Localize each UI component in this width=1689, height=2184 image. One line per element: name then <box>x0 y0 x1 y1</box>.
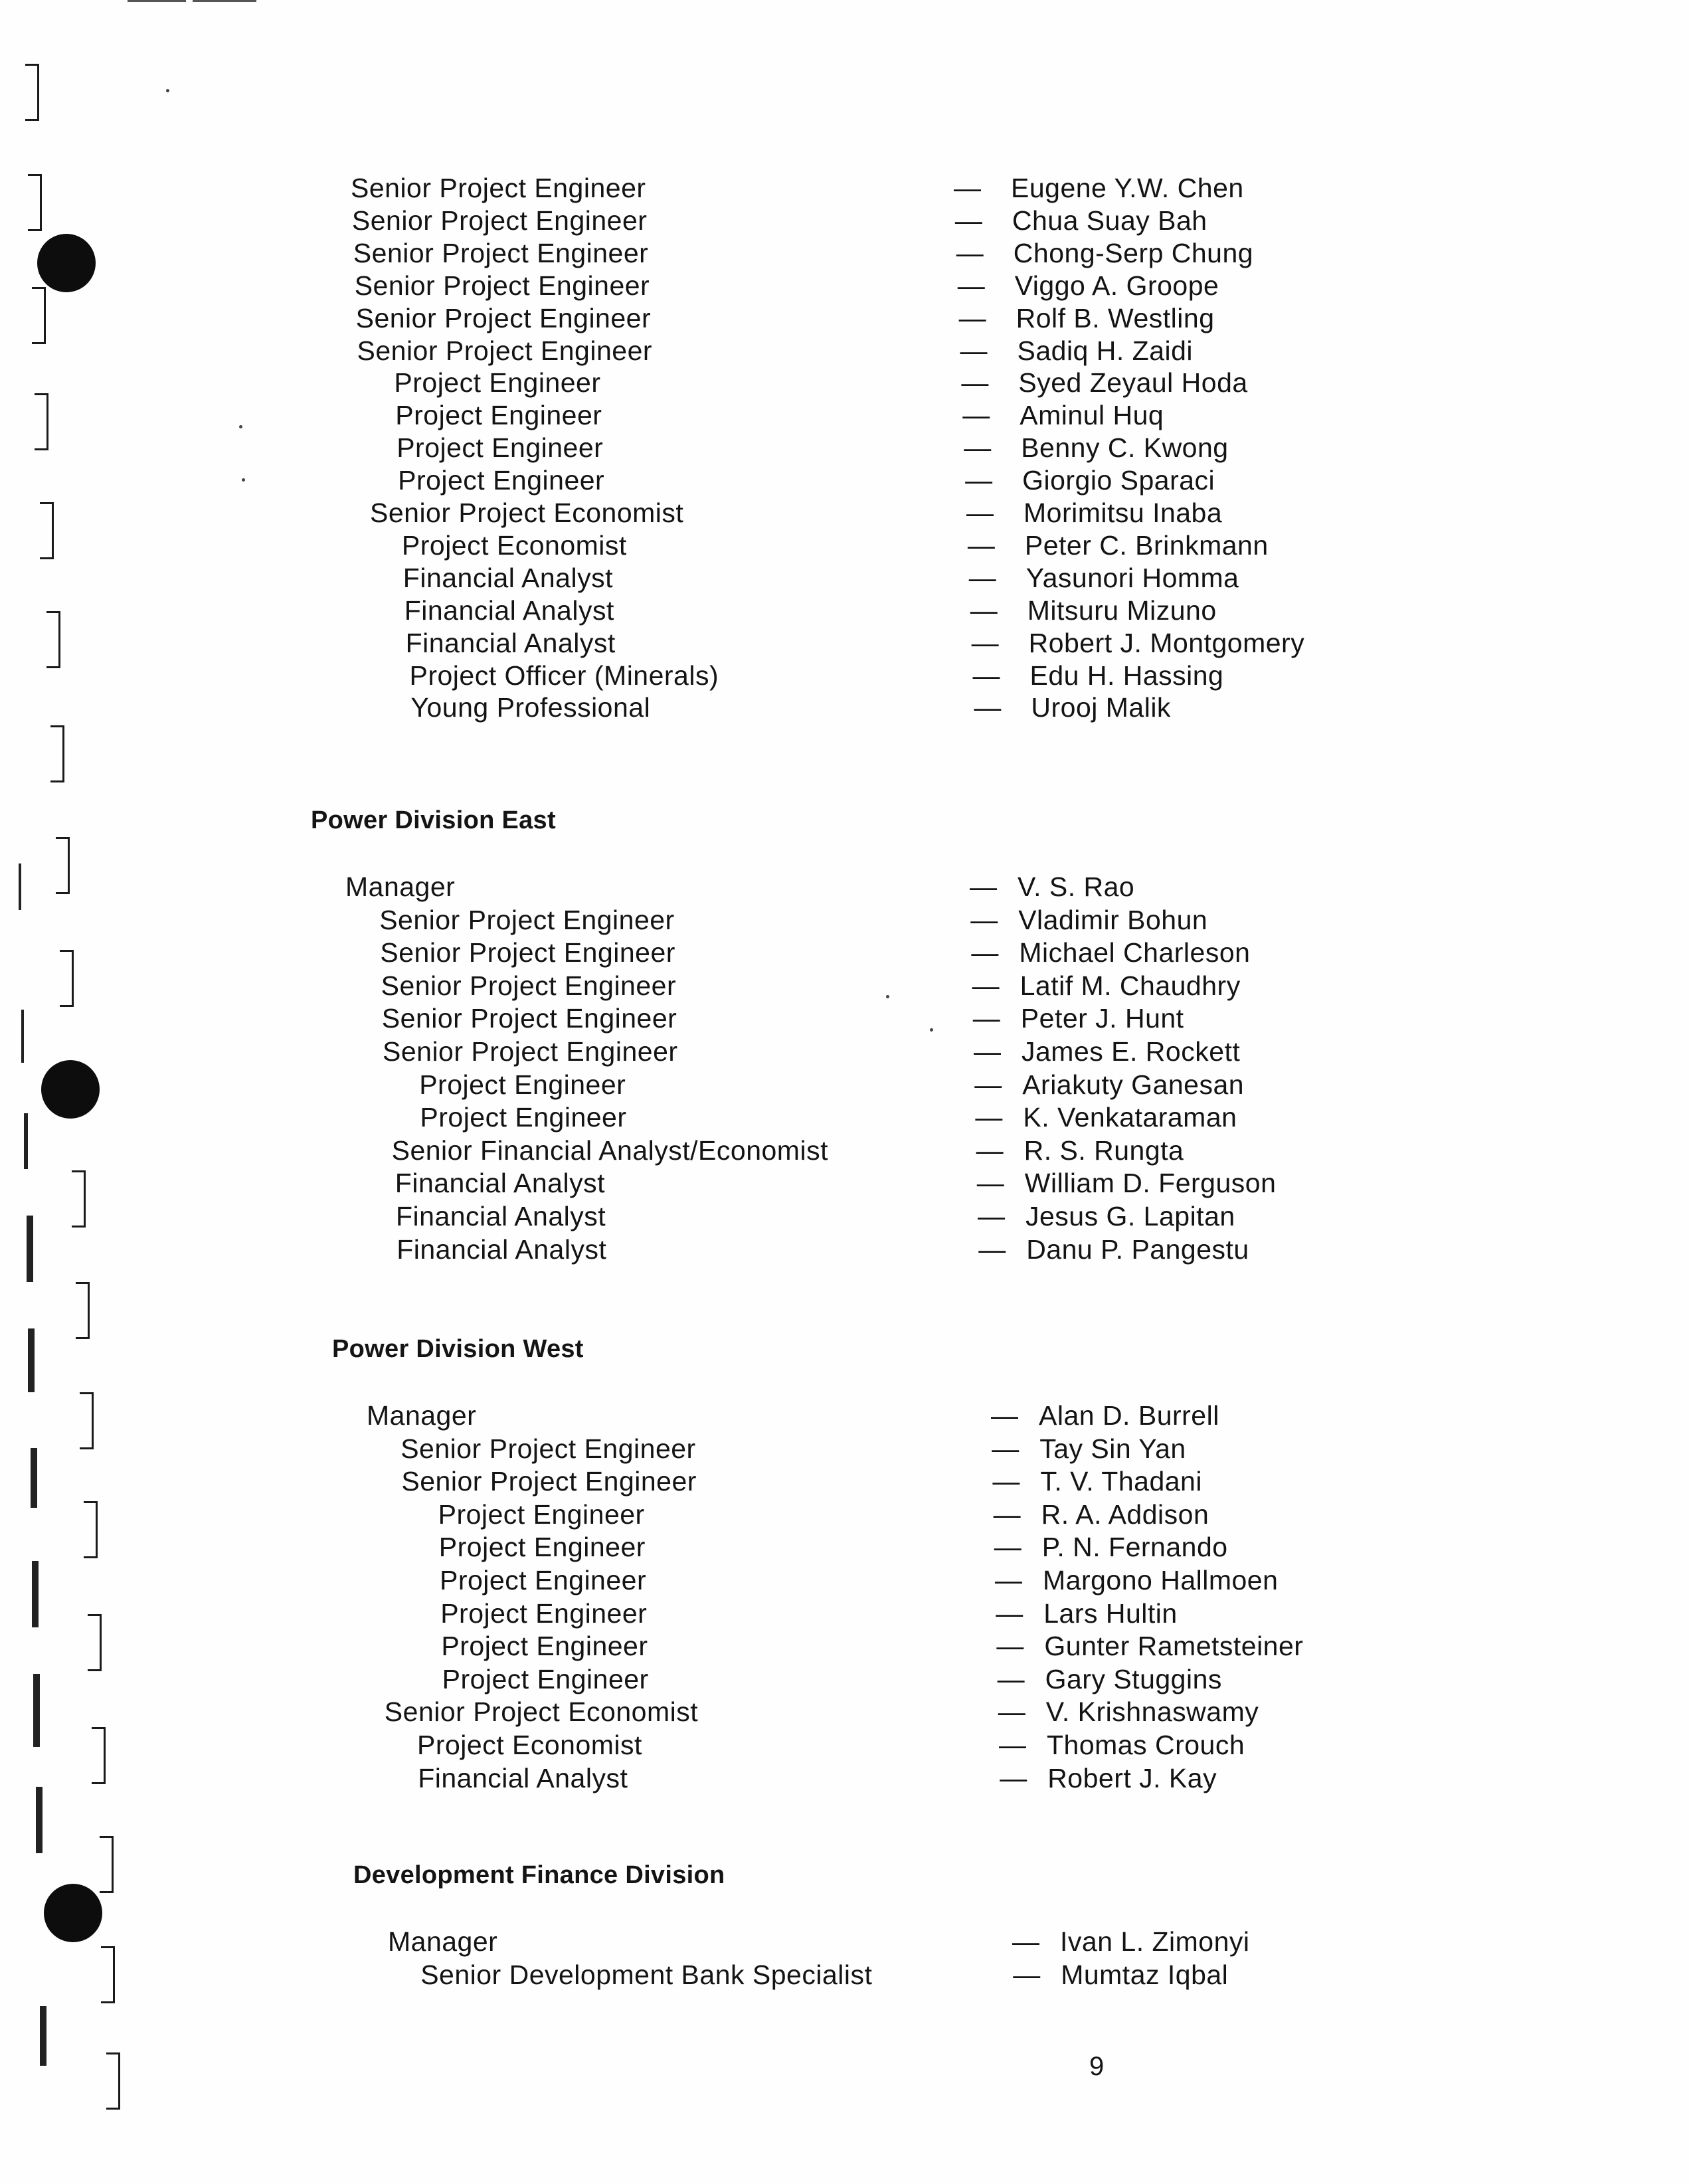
staff-name: Mumtaz Iqbal <box>1061 1959 1229 1990</box>
dash-separator: — <box>1013 1959 1041 1990</box>
staff-name: Robert J. Montgomery <box>1028 627 1305 658</box>
dash-separator: — <box>970 904 998 935</box>
dash-separator: — <box>992 1433 1020 1464</box>
staff-name: Mitsuru Mizuno <box>1027 594 1217 626</box>
staff-role: Project Engineer <box>442 1663 649 1694</box>
staff-role: Senior Project Engineer <box>351 205 648 236</box>
staff-name: V. S. Rao <box>1018 871 1135 902</box>
staff-name: Michael Charleson <box>1019 937 1251 968</box>
staff-name: Sadiq H. Zaidi <box>1017 335 1194 366</box>
staff-role: Senior Project Engineer <box>353 237 649 268</box>
dash-separator: — <box>970 871 998 902</box>
staff-role: Financial Analyst <box>402 562 613 593</box>
dash-separator: — <box>972 660 1000 691</box>
staff-name: Danu P. Pangestu <box>1026 1233 1249 1265</box>
staff-name: Margono Hallmoen <box>1043 1565 1279 1595</box>
staff-name: Jesus G. Lapitan <box>1025 1201 1235 1231</box>
staff-role: Financial Analyst <box>405 627 616 658</box>
staff-name: Benny C. Kwong <box>1021 432 1229 464</box>
dash-separator: — <box>1000 1762 1027 1793</box>
division-heading: Development Finance Division <box>353 1861 725 1889</box>
staff-name: Ivan L. Zimonyi <box>1060 1926 1250 1957</box>
staff-role: Manager <box>367 1400 477 1431</box>
division-heading: Power Division West <box>332 1335 584 1363</box>
staff-name: Giorgio Sparaci <box>1022 465 1215 496</box>
dash-separator: — <box>976 1135 1004 1166</box>
staff-name: Gunter Rametsteiner <box>1044 1631 1304 1662</box>
dash-separator: — <box>954 205 983 236</box>
dash-separator: — <box>968 562 997 593</box>
staff-role: Manager <box>345 871 456 902</box>
staff-role: Project Engineer <box>395 400 602 431</box>
dash-separator: — <box>970 594 998 626</box>
staff-name: Viggo A. Groope <box>1014 270 1219 301</box>
dash-separator: — <box>964 432 992 464</box>
staff-role: Senior Project Engineer <box>357 335 653 366</box>
staff-role: Senior Project Engineer <box>381 970 677 1001</box>
dash-separator: — <box>994 1532 1022 1563</box>
staff-name: Latif M. Chaudhry <box>1020 970 1241 1001</box>
dash-separator: — <box>993 1499 1022 1530</box>
staff-role: Project Engineer <box>419 1069 626 1100</box>
dash-separator: — <box>997 1663 1025 1694</box>
dash-separator: — <box>999 1730 1027 1760</box>
staff-role: Project Engineer <box>397 432 604 464</box>
staff-role: Young Professional <box>410 692 651 723</box>
staff-role: Financial Analyst <box>418 1762 628 1793</box>
dash-separator: — <box>991 1400 1019 1431</box>
staff-name: Eugene Y.W. Chen <box>1011 173 1244 203</box>
staff-role: Senior Project Engineer <box>379 904 675 935</box>
staff-role: Senior Project Engineer <box>380 937 675 968</box>
staff-name: R. S. Rungta <box>1023 1135 1184 1166</box>
staff-role: Senior Development Bank Specialist <box>420 1959 873 1990</box>
staff-name: Vladimir Bohun <box>1018 904 1208 935</box>
staff-name: Peter C. Brinkmann <box>1024 529 1269 561</box>
dash-separator: — <box>998 1696 1026 1728</box>
staff-name: T. V. Thadani <box>1040 1466 1202 1497</box>
dash-separator: — <box>995 1565 1023 1595</box>
staff-role: Senior Project Engineer <box>400 1433 696 1464</box>
staff-role: Senior Project Engineer <box>381 1003 677 1034</box>
staff-name: Alan D. Burrell <box>1039 1400 1219 1431</box>
dash-separator: — <box>966 498 994 528</box>
staff-name: P. N. Fernando <box>1041 1532 1228 1563</box>
staff-role: Project Officer (Minerals) <box>409 660 719 691</box>
staff-row <box>354 1233 1403 1273</box>
staff-name: James E. Rockett <box>1022 1036 1241 1067</box>
staff-name: Chong-Serp Chung <box>1013 237 1254 268</box>
staff-name: Lars Hultin <box>1043 1597 1178 1629</box>
dash-separator: — <box>967 529 996 561</box>
dash-separator: — <box>971 937 999 968</box>
staff-role: Manager <box>388 1926 498 1957</box>
staff-name: Edu H. Hassing <box>1029 660 1224 691</box>
staff-role: Senior Project Engineer <box>401 1466 697 1497</box>
staff-name: Ariakuty Ganesan <box>1022 1069 1245 1100</box>
staff-role: Financial Analyst <box>404 594 614 626</box>
staff-name: William D. Ferguson <box>1024 1168 1277 1199</box>
dash-separator: — <box>971 627 1000 658</box>
staff-name: Aminul Huq <box>1020 400 1164 431</box>
dash-separator: — <box>972 970 1000 1001</box>
staff-role: Project Engineer <box>394 367 601 399</box>
staff-role: Financial Analyst <box>395 1168 605 1199</box>
staff-role: Project Engineer <box>438 1499 645 1530</box>
dash-separator: — <box>978 1233 1006 1265</box>
dash-separator: — <box>974 692 1002 723</box>
dash-separator: — <box>996 1631 1024 1662</box>
staff-role: Senior Project Economist <box>384 1696 699 1728</box>
staff-role: Project Economist <box>401 529 627 561</box>
staff-role: Senior Project Engineer <box>351 173 646 203</box>
staff-role: Project Engineer <box>398 465 605 496</box>
staff-role: Senior Project Engineer <box>383 1036 678 1067</box>
staff-role: Financial Analyst <box>397 1233 607 1265</box>
dash-separator: — <box>961 367 989 399</box>
staff-name: Thomas Crouch <box>1047 1730 1245 1760</box>
staff-name: Peter J. Hunt <box>1020 1003 1184 1034</box>
dash-separator: — <box>1012 1926 1040 1957</box>
staff-name: Yasunori Homma <box>1025 562 1239 593</box>
division-heading: Power Division East <box>311 806 556 834</box>
staff-role: Project Economist <box>417 1730 642 1760</box>
staff-role: Project Engineer <box>440 1565 647 1595</box>
staff-name: V. Krishnaswamy <box>1045 1696 1259 1728</box>
staff-role: Senior Project Economist <box>370 498 684 528</box>
dash-separator: — <box>958 302 987 333</box>
staff-role: Financial Analyst <box>396 1201 606 1231</box>
staff-name: K. Venkataraman <box>1023 1102 1237 1133</box>
staff-row <box>371 691 1420 731</box>
dash-separator: — <box>976 1168 1005 1199</box>
page-number: 9 <box>1089 2052 1105 2081</box>
staff-name: Rolf B. Westling <box>1016 302 1215 333</box>
dash-separator: — <box>974 1069 1002 1100</box>
dash-separator: — <box>972 1003 1001 1034</box>
dash-separator: — <box>962 400 990 431</box>
staff-role: Project Engineer <box>440 1597 648 1629</box>
dash-separator: — <box>978 1201 1006 1231</box>
staff-role: Project Engineer <box>420 1102 627 1133</box>
staff-name: Syed Zeyaul Hoda <box>1018 367 1248 399</box>
dash-separator: — <box>996 1597 1023 1629</box>
staff-row <box>389 1958 1438 1998</box>
staff-name: Robert J. Kay <box>1047 1762 1217 1793</box>
staff-role: Project Engineer <box>438 1532 646 1563</box>
staff-role: Senior Financial Analyst/Economist <box>391 1135 828 1166</box>
staff-name: Tay Sin Yan <box>1039 1433 1186 1464</box>
staff-name: Urooj Malik <box>1031 692 1171 723</box>
dash-separator: — <box>992 1466 1020 1497</box>
dash-separator: — <box>956 237 984 268</box>
staff-role: Senior Project Engineer <box>355 302 652 333</box>
dash-separator: — <box>975 1102 1003 1133</box>
dash-separator: — <box>960 335 988 366</box>
dash-separator: — <box>974 1036 1002 1067</box>
staff-role: Senior Project Engineer <box>354 270 650 301</box>
staff-name: Chua Suay Bah <box>1012 205 1207 236</box>
staff-role: Project Engineer <box>441 1631 648 1662</box>
staff-name: Gary Stuggins <box>1045 1663 1222 1694</box>
dash-separator: — <box>954 173 982 203</box>
dash-separator: — <box>957 270 986 301</box>
staff-row <box>375 1762 1425 1801</box>
dash-separator: — <box>965 465 993 496</box>
staff-name: Morimitsu Inaba <box>1023 498 1223 528</box>
staff-name: R. A. Addison <box>1041 1499 1209 1530</box>
